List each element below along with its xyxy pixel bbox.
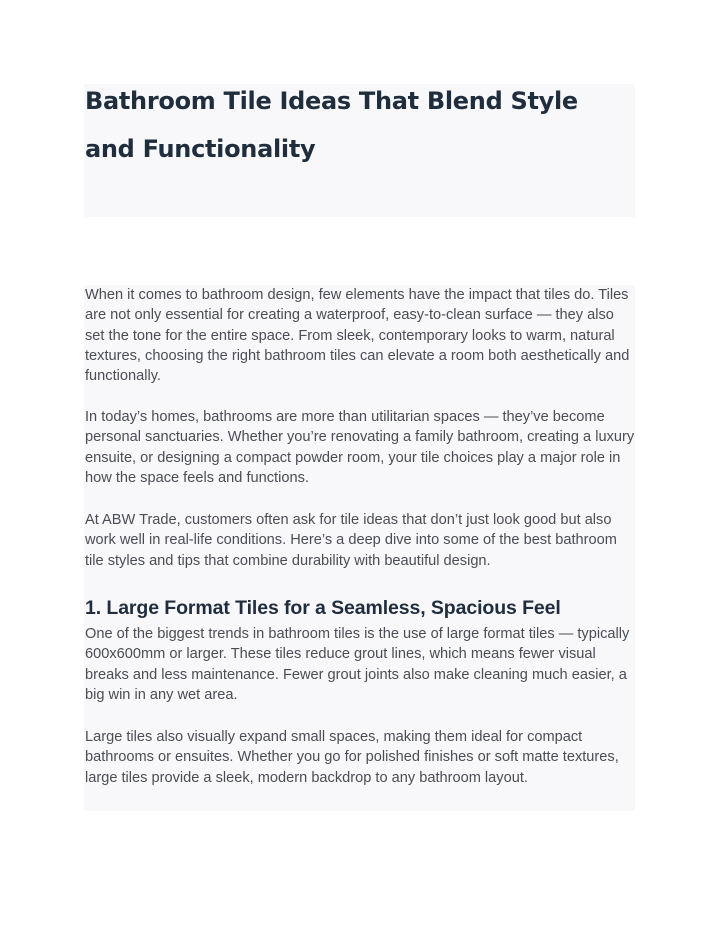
section-1-paragraph-2: Large tiles also visually expand small spaces, making them ideal for compact bathrooms or ensuites. Whether you go for polished finishes or soft matte textures, large tiles provide a sleek, modern backdrop to any bathroom layout.	[85, 729, 619, 786]
title-block	[84, 84, 635, 217]
intro-paragraph-3: At ABW Trade, customers often ask for tile ideas that don’t just look good but also work well in real-life conditions. Here’s a deep dive into some of the best bathroom tile styles and tips that combine durability with beautiful design.	[85, 512, 617, 569]
article-body	[84, 285, 635, 811]
section-1-heading: 1. Large Format Tiles for a Seamless, Spacious Feel	[85, 597, 561, 619]
intro-paragraph-2: In today’s homes, bathrooms are more than utilitarian spaces — they’ve become personal sanctuaries. Whether you’re renovating a family bathroom, creating a luxury ensuite, or designing a compact powder room, your tile choices play a major role in how the space feels and functions.	[85, 409, 635, 486]
intro-paragraph-1: When it comes to bathroom design, few elements have the impact that tiles do. Tiles are not only essential for creating a waterproof, easy-to-clean surface — they also set the tone for the entire space. From sleek, contemporary looks to warm, natural textures, choosing the right bathroom tiles can elevate a room both aesthetically and functionally.	[85, 287, 630, 385]
page-title: Bathroom Tile Ideas That Blend Style and Functionality	[85, 87, 578, 163]
section-1-paragraph-1: One of the biggest trends in bathroom tiles is the use of large format tiles — typically 600x600mm or larger. These tiles reduce grout lines, which means fewer visual breaks and less maintenance. Fewer grout joints also make cleaning much easier, a big win in any wet area.	[85, 626, 630, 703]
